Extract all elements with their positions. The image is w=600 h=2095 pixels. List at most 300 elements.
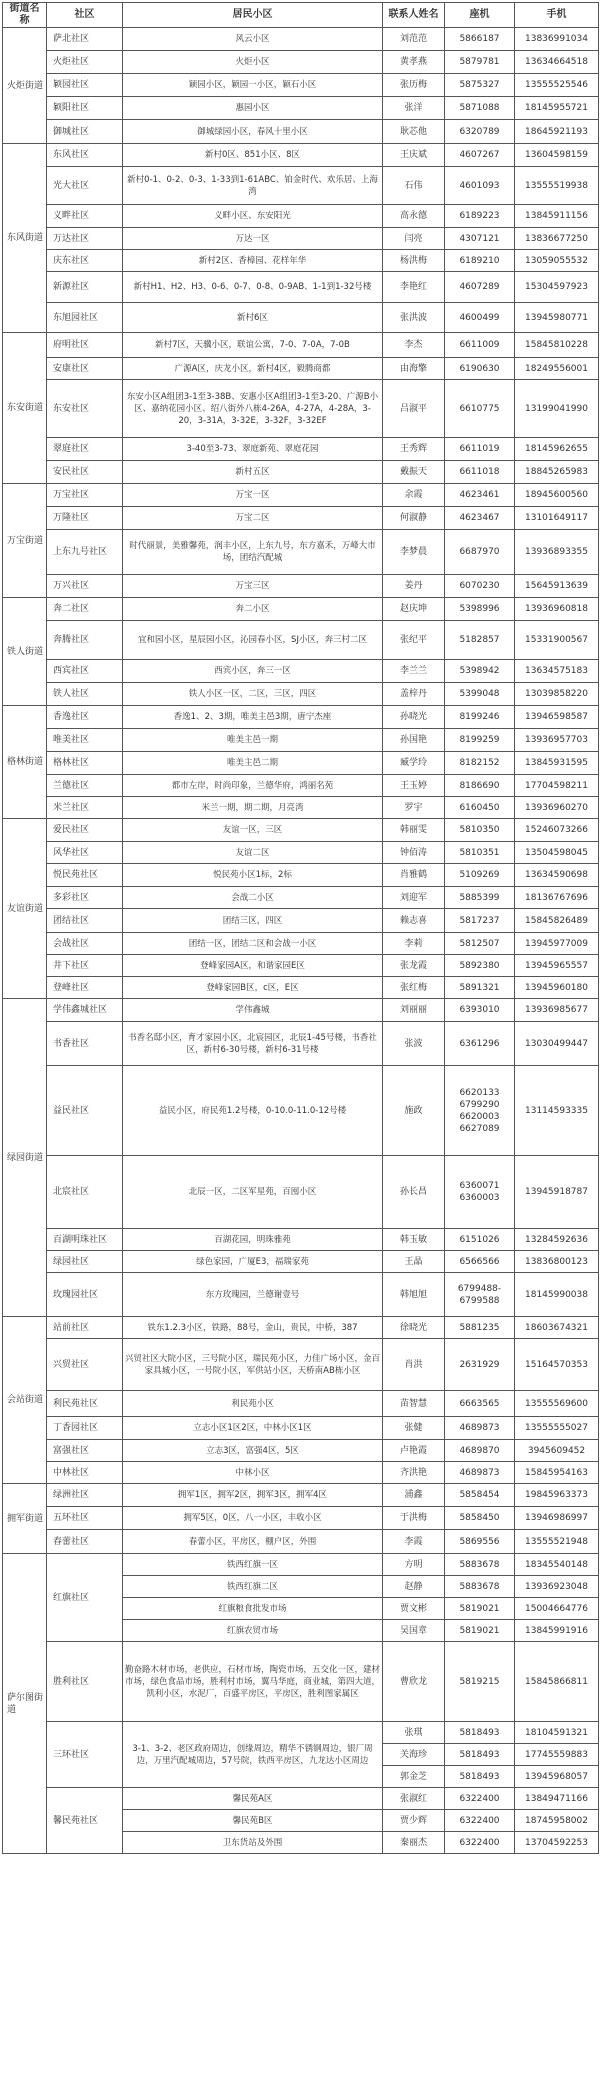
community-cell: 奔二社区 bbox=[47, 598, 123, 621]
mobile-cell: 15331900567 bbox=[515, 621, 599, 660]
mobile-cell: 18745958002 bbox=[515, 1810, 599, 1832]
community-cell: 北宸社区 bbox=[47, 1156, 123, 1229]
contact-name-cell: 肖洪 bbox=[383, 1339, 445, 1391]
mobile-cell: 13604598159 bbox=[515, 144, 599, 167]
contact-name-cell: 于洪梅 bbox=[383, 1507, 445, 1530]
table-header-row bbox=[3, 3, 599, 28]
landline-cell: 8182152 bbox=[445, 752, 515, 775]
table-row bbox=[3, 303, 599, 333]
landline-cell: 4607267 bbox=[445, 144, 515, 167]
community-cell: 利民苑社区 bbox=[47, 1391, 123, 1417]
landline-cell: 5883678 bbox=[445, 1554, 515, 1576]
mobile-cell: 13836800123 bbox=[515, 1251, 599, 1273]
table-row bbox=[3, 484, 599, 507]
community-cell: 安康社区 bbox=[47, 358, 123, 380]
mobile-cell: 13059055532 bbox=[515, 250, 599, 272]
community-cell: 米兰社区 bbox=[47, 797, 123, 819]
landline-cell: 5866187 bbox=[445, 28, 515, 51]
table-row bbox=[3, 999, 599, 1022]
landline-cell: 6620133 6799290 6620003 6627089 bbox=[445, 1066, 515, 1156]
mobile-cell: 15164570353 bbox=[515, 1339, 599, 1391]
table-row bbox=[3, 706, 599, 729]
contact-name-cell: 浦鑫 bbox=[383, 1484, 445, 1507]
landline-cell: 5885399 bbox=[445, 887, 515, 909]
residential-cell: 都市左岸，时尚印象，兰德华府，鸿丽名苑 bbox=[123, 775, 383, 797]
community-cell: 会战社区 bbox=[47, 933, 123, 955]
header-mobile: 手机 bbox=[515, 3, 599, 28]
community-cell: 万隆社区 bbox=[47, 507, 123, 530]
landline-cell: 5819021 bbox=[445, 1620, 515, 1642]
mobile-cell: 13555521948 bbox=[515, 1530, 599, 1554]
table-row bbox=[3, 1156, 599, 1229]
mobile-cell: 13030499447 bbox=[515, 1022, 599, 1066]
residential-cell: 万宝三区 bbox=[123, 575, 383, 598]
residential-cell: 书香名邸小区，育才家园小区，北宸园区，北辰1-45号楼，书香社区，新村6-30号楼，新村6-31号楼 bbox=[123, 1022, 383, 1066]
table-row bbox=[3, 887, 599, 909]
table-row bbox=[3, 1273, 599, 1317]
community-cell: 万兴社区 bbox=[47, 575, 123, 598]
street-name-cell: 绿园街道 bbox=[3, 999, 47, 1317]
contact-name-cell: 黄孝燕 bbox=[383, 51, 445, 74]
table-row bbox=[3, 598, 599, 621]
community-cell: 玫瑰园社区 bbox=[47, 1273, 123, 1317]
community-cell: 新源社区 bbox=[47, 272, 123, 303]
residential-cell: 万宝一区 bbox=[123, 484, 383, 507]
landline-cell: 5858454 bbox=[445, 1484, 515, 1507]
contact-name-cell: 曹欣龙 bbox=[383, 1642, 445, 1722]
contact-name-cell: 张淑红 bbox=[383, 1788, 445, 1810]
table-row bbox=[3, 864, 599, 887]
residential-cell: 登峰家园B区，c区，E区 bbox=[123, 977, 383, 999]
mobile-cell: 13936985677 bbox=[515, 999, 599, 1022]
contact-name-cell: 韩旭旭 bbox=[383, 1273, 445, 1317]
table-row bbox=[3, 1066, 599, 1156]
mobile-cell: 15845810228 bbox=[515, 333, 599, 358]
mobile-cell: 13945960180 bbox=[515, 977, 599, 999]
contact-name-cell: 李梦晨 bbox=[383, 530, 445, 575]
residential-cell: 奔二小区 bbox=[123, 598, 383, 621]
landline-cell: 6322400 bbox=[445, 1810, 515, 1832]
landline-cell: 5858450 bbox=[445, 1507, 515, 1530]
contact-name-cell: 石伟 bbox=[383, 167, 445, 205]
landline-cell: 6322400 bbox=[445, 1832, 515, 1854]
residential-cell: 风云小区 bbox=[123, 28, 383, 51]
landline-cell: 4623467 bbox=[445, 507, 515, 530]
residential-cell: 新村0-1、0-2、0-3、1-33到1-61ABC、铂金时代、欢乐居、上海湾 bbox=[123, 167, 383, 205]
mobile-cell: 18136767696 bbox=[515, 887, 599, 909]
community-cell: 百湖明珠社区 bbox=[47, 1229, 123, 1251]
landline-cell: 6663565 bbox=[445, 1391, 515, 1417]
residential-cell: 友谊一区，三区 bbox=[123, 819, 383, 842]
table-row bbox=[3, 933, 599, 955]
street-name-cell: 会站街道 bbox=[3, 1317, 47, 1484]
landline-cell: 5398942 bbox=[445, 660, 515, 683]
landline-cell: 6611009 bbox=[445, 333, 515, 358]
residential-cell: 惠园小区 bbox=[123, 97, 383, 120]
community-cell: 丁香园社区 bbox=[47, 1417, 123, 1440]
mobile-cell: 13039858220 bbox=[515, 683, 599, 706]
residential-cell: 馨民苑A区 bbox=[123, 1788, 383, 1810]
landline-cell: 6190630 bbox=[445, 358, 515, 380]
mobile-cell: 3945609452 bbox=[515, 1440, 599, 1462]
table-row bbox=[3, 1462, 599, 1484]
community-cell: 悦民苑社区 bbox=[47, 864, 123, 887]
mobile-cell: 17745559883 bbox=[515, 1744, 599, 1766]
mobile-cell: 13284592636 bbox=[515, 1229, 599, 1251]
table-row bbox=[3, 819, 599, 842]
mobile-cell: 13634664518 bbox=[515, 51, 599, 74]
community-cell: 铁人社区 bbox=[47, 683, 123, 706]
mobile-cell: 18603674321 bbox=[515, 1317, 599, 1339]
header-residential: 居民小区 bbox=[123, 3, 383, 28]
community-cell: 站前社区 bbox=[47, 1317, 123, 1339]
mobile-cell: 13555519938 bbox=[515, 167, 599, 205]
table-row bbox=[3, 752, 599, 775]
contact-name-cell: 肖雅鹤 bbox=[383, 864, 445, 887]
residential-cell: 新村2区、香樟园、花样年华 bbox=[123, 250, 383, 272]
table-row bbox=[3, 1788, 599, 1810]
mobile-cell: 13945980771 bbox=[515, 303, 599, 333]
table-row bbox=[3, 1530, 599, 1554]
contact-name-cell: 秦丽杰 bbox=[383, 1832, 445, 1854]
mobile-cell: 13845911156 bbox=[515, 205, 599, 228]
contact-name-cell: 耿芯他 bbox=[383, 120, 445, 144]
mobile-cell: 13936960270 bbox=[515, 797, 599, 819]
landline-cell: 5398996 bbox=[445, 598, 515, 621]
community-cell: 翠庭社区 bbox=[47, 438, 123, 461]
community-cell: 颖阳社区 bbox=[47, 97, 123, 120]
landline-cell: 5817237 bbox=[445, 909, 515, 933]
street-name-cell: 火炬街道 bbox=[3, 28, 47, 144]
landline-cell: 2631929 bbox=[445, 1339, 515, 1391]
contact-name-cell: 李莉 bbox=[383, 933, 445, 955]
landline-cell: 6151026 bbox=[445, 1229, 515, 1251]
table-row bbox=[3, 1229, 599, 1251]
community-cell: 绿洲社区 bbox=[47, 1484, 123, 1507]
landline-cell: 6393010 bbox=[445, 999, 515, 1022]
street-name-cell: 铁人街道 bbox=[3, 598, 47, 706]
community-cell: 登峰社区 bbox=[47, 977, 123, 999]
landline-cell: 8186690 bbox=[445, 775, 515, 797]
mobile-cell: 13945918787 bbox=[515, 1156, 599, 1229]
mobile-cell: 15004664776 bbox=[515, 1598, 599, 1620]
mobile-cell: 18845265983 bbox=[515, 461, 599, 484]
residential-cell: 立志小区1区2区，中林小区1区 bbox=[123, 1417, 383, 1440]
community-cell: 兴贸社区 bbox=[47, 1339, 123, 1391]
mobile-cell: 18345540148 bbox=[515, 1554, 599, 1576]
residential-cell: 铁西红旗一区 bbox=[123, 1554, 383, 1576]
contact-name-cell: 吴国章 bbox=[383, 1620, 445, 1642]
contact-name-cell: 由海擎 bbox=[383, 358, 445, 380]
table-row bbox=[3, 272, 599, 303]
residential-cell: 立志3区，富强4区，5区 bbox=[123, 1440, 383, 1462]
community-cell: 团结社区 bbox=[47, 909, 123, 933]
contact-name-cell: 赵庆坤 bbox=[383, 598, 445, 621]
mobile-cell: 18645921193 bbox=[515, 120, 599, 144]
community-cell: 红旗社区 bbox=[47, 1554, 123, 1642]
landline-cell: 5818493 bbox=[445, 1744, 515, 1766]
landline-cell: 5812507 bbox=[445, 933, 515, 955]
residential-cell: 铁人小区一区，二区，三区，四区 bbox=[123, 683, 383, 706]
landline-cell: 5879781 bbox=[445, 51, 515, 74]
table-row bbox=[3, 1484, 599, 1507]
residential-cell: 3-40至3-73、翠庭新苑、翠庭花园 bbox=[123, 438, 383, 461]
landline-cell: 6361296 bbox=[445, 1022, 515, 1066]
street-name-cell: 拥军街道 bbox=[3, 1484, 47, 1554]
residential-cell: 团结一区，团结二区和会战一小区 bbox=[123, 933, 383, 955]
residential-cell: 新村6区 bbox=[123, 303, 383, 333]
contact-name-cell: 罗宇 bbox=[383, 797, 445, 819]
table-row bbox=[3, 358, 599, 380]
table-row bbox=[3, 51, 599, 74]
residential-cell: 益民小区，府民苑1.2号楼，0-10.0-11.0-12号楼 bbox=[123, 1066, 383, 1156]
contact-name-cell: 刘迎军 bbox=[383, 887, 445, 909]
landline-cell: 4307121 bbox=[445, 228, 515, 250]
contact-name-cell: 张龙霞 bbox=[383, 955, 445, 977]
mobile-cell: 15845866811 bbox=[515, 1642, 599, 1722]
community-cell: 安民社区 bbox=[47, 461, 123, 484]
landline-cell: 6611018 bbox=[445, 461, 515, 484]
table-row bbox=[3, 1251, 599, 1273]
community-cell: 井下社区 bbox=[47, 955, 123, 977]
contact-name-cell: 张健 bbox=[383, 1417, 445, 1440]
contact-name-cell: 杨洪梅 bbox=[383, 250, 445, 272]
residential-cell: 红旗农贸市场 bbox=[123, 1620, 383, 1642]
residential-cell: 红旗粮食批发市场 bbox=[123, 1598, 383, 1620]
community-cell: 中林社区 bbox=[47, 1462, 123, 1484]
table-row bbox=[3, 438, 599, 461]
table-row bbox=[3, 461, 599, 484]
mobile-cell: 18145955721 bbox=[515, 97, 599, 120]
contact-name-cell: 关海珍 bbox=[383, 1744, 445, 1766]
residential-cell: 唯美主邑二期 bbox=[123, 752, 383, 775]
contact-name-cell: 卢艳霞 bbox=[383, 1440, 445, 1462]
table-row bbox=[3, 621, 599, 660]
table-row bbox=[3, 28, 599, 51]
mobile-cell: 18249556001 bbox=[515, 358, 599, 380]
community-cell: 东安社区 bbox=[47, 380, 123, 438]
contact-name-cell: 张纪平 bbox=[383, 621, 445, 660]
contact-name-cell: 余霞 bbox=[383, 484, 445, 507]
mobile-cell: 19845963373 bbox=[515, 1484, 599, 1507]
contact-name-cell: 盖梓丹 bbox=[383, 683, 445, 706]
residential-cell: 团结三区，四区 bbox=[123, 909, 383, 933]
community-cell: 胜利社区 bbox=[47, 1642, 123, 1722]
mobile-cell: 18945600560 bbox=[515, 484, 599, 507]
residential-cell: 拥军1区，拥军2区，拥军3区，拥军4区 bbox=[123, 1484, 383, 1507]
table-row bbox=[3, 797, 599, 819]
community-cell: 万宝社区 bbox=[47, 484, 123, 507]
table-row bbox=[3, 205, 599, 228]
landline-cell: 5883678 bbox=[445, 1576, 515, 1598]
residential-cell: 广源A区，庆龙小区，新村4区，毅腾商都 bbox=[123, 358, 383, 380]
mobile-cell: 17704598211 bbox=[515, 775, 599, 797]
landline-cell: 6070230 bbox=[445, 575, 515, 598]
residential-cell: 万达一区 bbox=[123, 228, 383, 250]
community-cell: 火炬社区 bbox=[47, 51, 123, 74]
residential-cell: 悦民苑小区1标，2标 bbox=[123, 864, 383, 887]
table-row bbox=[3, 120, 599, 144]
contact-name-cell: 贾少辉 bbox=[383, 1810, 445, 1832]
mobile-cell: 18145962655 bbox=[515, 438, 599, 461]
residential-cell: 唯美主邑一期 bbox=[123, 729, 383, 752]
landline-cell: 4623461 bbox=[445, 484, 515, 507]
table-row bbox=[3, 977, 599, 999]
mobile-cell: 13114593335 bbox=[515, 1066, 599, 1156]
table-row bbox=[3, 909, 599, 933]
landline-cell: 4607289 bbox=[445, 272, 515, 303]
residential-cell: 绿色家园，广厦E3，福瑞家苑 bbox=[123, 1251, 383, 1273]
street-name-cell: 万宝街道 bbox=[3, 484, 47, 598]
mobile-cell: 13704592253 bbox=[515, 1832, 599, 1854]
community-cell: 益民社区 bbox=[47, 1066, 123, 1156]
table-row bbox=[3, 380, 599, 438]
contact-name-cell: 施政 bbox=[383, 1066, 445, 1156]
table-row bbox=[3, 333, 599, 358]
residential-cell: 友谊二区 bbox=[123, 842, 383, 864]
community-cell: 御城社区 bbox=[47, 120, 123, 144]
mobile-cell: 13936893355 bbox=[515, 530, 599, 575]
community-cell: 兰德社区 bbox=[47, 775, 123, 797]
landline-cell: 6189210 bbox=[445, 250, 515, 272]
table-row bbox=[3, 144, 599, 167]
residential-cell: 登峰家园A区，和谐家园E区 bbox=[123, 955, 383, 977]
mobile-cell: 13945977009 bbox=[515, 933, 599, 955]
table-row bbox=[3, 1507, 599, 1530]
residential-cell: 馨民苑B区 bbox=[123, 1810, 383, 1832]
residential-cell: 新村H1、H2、H3、0-6、0-7、0-8、0-9AB、1-1到1-32号楼 bbox=[123, 272, 383, 303]
community-cell: 义畔社区 bbox=[47, 205, 123, 228]
community-cell: 西宾社区 bbox=[47, 660, 123, 683]
residential-cell: 米兰一期，期二期，月亮湾 bbox=[123, 797, 383, 819]
mobile-cell: 15645913639 bbox=[515, 575, 599, 598]
residential-cell: 新村7区，天骥小区，联谊公寓，7-0、7-0A，7-0B bbox=[123, 333, 383, 358]
residential-cell: 春蕾小区，平房区，棚户区，外围 bbox=[123, 1530, 383, 1554]
landline-cell: 6610775 bbox=[445, 380, 515, 438]
landline-cell: 6160450 bbox=[445, 797, 515, 819]
community-cell: 府明社区 bbox=[47, 333, 123, 358]
mobile-cell: 18145990038 bbox=[515, 1273, 599, 1317]
community-cell: 格林社区 bbox=[47, 752, 123, 775]
mobile-cell: 13936923048 bbox=[515, 1576, 599, 1598]
contact-name-cell: 何淑静 bbox=[383, 507, 445, 530]
mobile-cell: 13836991034 bbox=[515, 28, 599, 51]
table-row bbox=[3, 167, 599, 205]
residential-cell: 卫东货站及外围 bbox=[123, 1832, 383, 1854]
table-row bbox=[3, 1417, 599, 1440]
landline-cell: 6799488-6799588 bbox=[445, 1273, 515, 1317]
landline-cell: 5819021 bbox=[445, 1598, 515, 1620]
contact-name-cell: 苗智慧 bbox=[383, 1391, 445, 1417]
landline-cell: 5399048 bbox=[445, 683, 515, 706]
table-body bbox=[3, 28, 599, 1854]
contact-name-cell: 张红梅 bbox=[383, 977, 445, 999]
community-cell: 爱民社区 bbox=[47, 819, 123, 842]
table-row bbox=[3, 507, 599, 530]
community-cell: 光大社区 bbox=[47, 167, 123, 205]
contact-name-cell: 李兰兰 bbox=[383, 660, 445, 683]
contact-name-cell: 闫亮 bbox=[383, 228, 445, 250]
landline-cell: 5871088 bbox=[445, 97, 515, 120]
mobile-cell: 13555569600 bbox=[515, 1391, 599, 1417]
landline-cell: 5810350 bbox=[445, 819, 515, 842]
contact-name-cell: 徐晓光 bbox=[383, 1317, 445, 1339]
landline-cell: 4689873 bbox=[445, 1417, 515, 1440]
mobile-cell: 13845931595 bbox=[515, 752, 599, 775]
contact-name-cell: 李霞 bbox=[383, 1530, 445, 1554]
contact-name-cell: 刘范范 bbox=[383, 28, 445, 51]
contact-name-cell: 张历梅 bbox=[383, 74, 445, 97]
residential-cell: 铁西红旗二区 bbox=[123, 1576, 383, 1598]
community-cell: 萨北社区 bbox=[47, 28, 123, 51]
mobile-cell: 15246073266 bbox=[515, 819, 599, 842]
table-row bbox=[3, 775, 599, 797]
table-row bbox=[3, 955, 599, 977]
contact-name-cell: 韩丽雯 bbox=[383, 819, 445, 842]
community-cell: 庆东社区 bbox=[47, 250, 123, 272]
street-name-cell: 友谊街道 bbox=[3, 819, 47, 999]
residential-cell: 万宝二区 bbox=[123, 507, 383, 530]
community-cell: 三环社区 bbox=[47, 1722, 123, 1788]
header-contact: 联系人姓名 bbox=[383, 3, 445, 28]
table-row bbox=[3, 1642, 599, 1722]
residential-cell: 新村五区 bbox=[123, 461, 383, 484]
header-landline: 座机 bbox=[445, 3, 515, 28]
mobile-cell: 13849471166 bbox=[515, 1788, 599, 1810]
landline-cell: 5891321 bbox=[445, 977, 515, 999]
residential-cell: 西宾小区，奔三一区 bbox=[123, 660, 383, 683]
residential-cell: 会战二小区 bbox=[123, 887, 383, 909]
community-cell: 奔腾社区 bbox=[47, 621, 123, 660]
mobile-cell: 13845991916 bbox=[515, 1620, 599, 1642]
contact-name-cell: 孙长昌 bbox=[383, 1156, 445, 1229]
landline-cell: 5819215 bbox=[445, 1642, 515, 1722]
header-street: 街道名称 bbox=[3, 3, 47, 28]
contact-name-cell: 刘丽丽 bbox=[383, 999, 445, 1022]
mobile-cell: 13936960818 bbox=[515, 598, 599, 621]
landline-cell: 5109269 bbox=[445, 864, 515, 887]
mobile-cell: 13945965557 bbox=[515, 955, 599, 977]
mobile-cell: 13945968057 bbox=[515, 1766, 599, 1788]
table-row bbox=[3, 842, 599, 864]
residential-cell: 东方玫瑰园，兰德谢壹号 bbox=[123, 1273, 383, 1317]
landline-cell: 6687970 bbox=[445, 530, 515, 575]
mobile-cell: 13946598587 bbox=[515, 706, 599, 729]
community-cell: 香逸社区 bbox=[47, 706, 123, 729]
landline-cell: 5182857 bbox=[445, 621, 515, 660]
mobile-cell: 13555525546 bbox=[515, 74, 599, 97]
contact-name-cell: 贾文彬 bbox=[383, 1598, 445, 1620]
residential-cell: 铁东1.2.3小区，铁路，88号，金山，贵民，中桥，387 bbox=[123, 1317, 383, 1339]
mobile-cell: 13101649117 bbox=[515, 507, 599, 530]
contact-name-cell: 王秀辉 bbox=[383, 438, 445, 461]
residential-cell: 勤奋路木材市场，老供应，石材市场，陶瓷市场，五交化一区，建材市场，绿色食品市场，胜利村市场，翼马华庭，商业城，第四大道，凯利小区，水泥厂，百盛平房区，平房区，胜利图家属区 bbox=[123, 1642, 383, 1722]
residential-cell: 香逸1、2、3期，唯美主邑3期，唐宁杰座 bbox=[123, 706, 383, 729]
mobile-cell: 13836677250 bbox=[515, 228, 599, 250]
contact-name-cell: 赖志喜 bbox=[383, 909, 445, 933]
contact-name-cell: 张琪 bbox=[383, 1722, 445, 1744]
contact-name-cell: 戴振天 bbox=[383, 461, 445, 484]
landline-cell: 5869556 bbox=[445, 1530, 515, 1554]
table-row bbox=[3, 1554, 599, 1576]
street-name-cell: 东风街道 bbox=[3, 144, 47, 333]
contact-name-cell: 王晶 bbox=[383, 1251, 445, 1273]
mobile-cell: 13936957703 bbox=[515, 729, 599, 752]
residential-cell: 中林小区 bbox=[123, 1462, 383, 1484]
contact-name-cell: 王玉婷 bbox=[383, 775, 445, 797]
contact-name-cell: 姜丹 bbox=[383, 575, 445, 598]
community-cell: 富强社区 bbox=[47, 1440, 123, 1462]
